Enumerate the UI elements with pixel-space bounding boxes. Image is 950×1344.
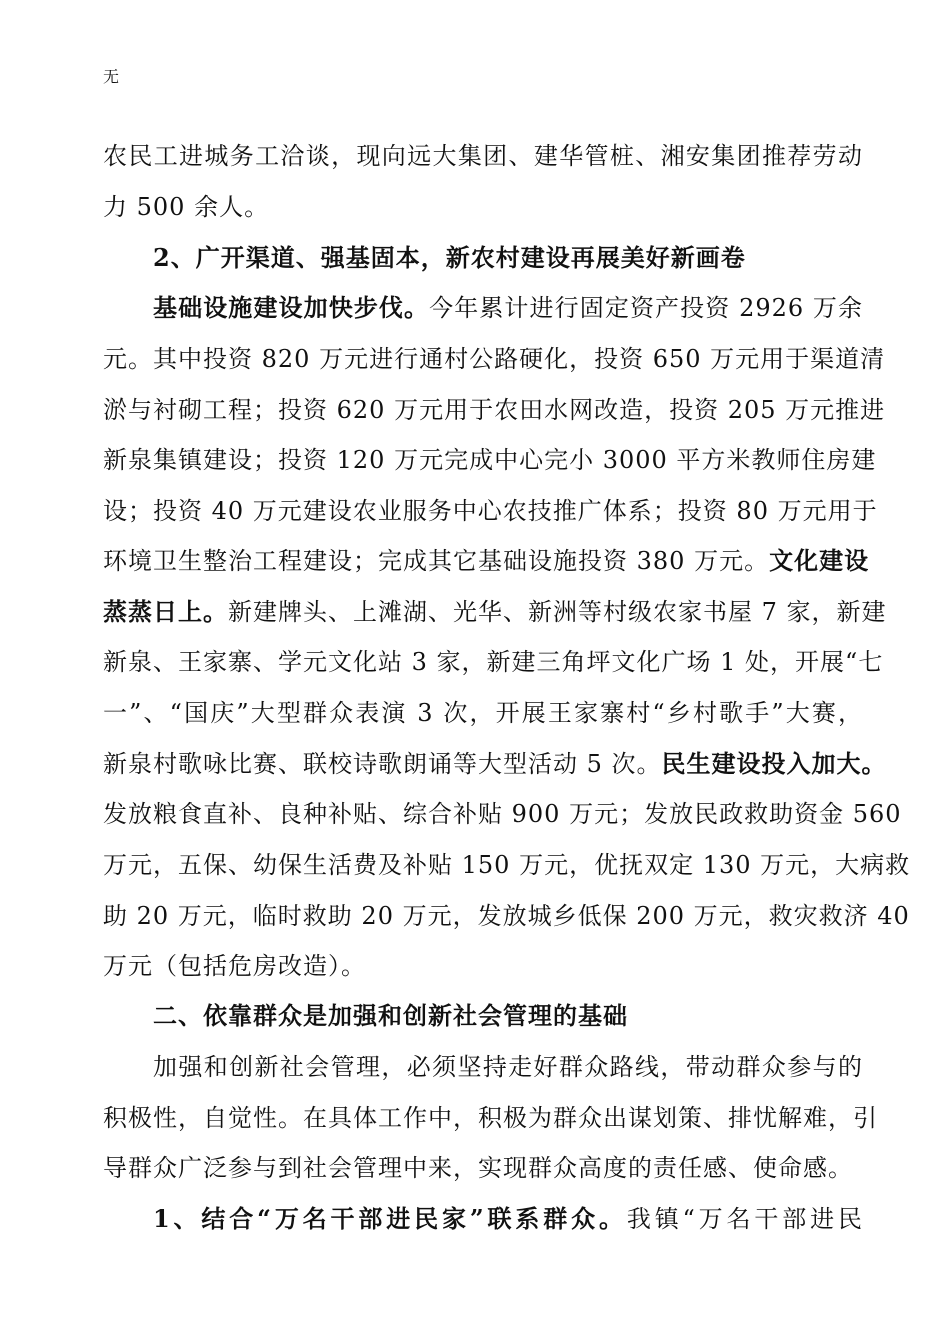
line-text: 加强和创新社会管理，必须坚持走好群众路线，带动群众参与的 [153,1053,863,1081]
paragraph-line [103,541,870,581]
line-text: 导群众广泛参与到社会管理中来，实现群众高度的责任感、使命感。 [103,1154,853,1182]
paragraph-line [103,744,887,784]
line-text: 新泉村歌咏比赛、联校诗歌朗诵等大型活动 5 次。 [103,750,662,778]
paragraph-line [153,1047,863,1087]
line-text: 今年累计进行固定资产投资 2926 万余 [429,294,863,322]
paragraph-line [103,1098,878,1138]
line-text: 设；投资 40 万元建设农业服务中心农技推广体系；投资 80 万元用于 [103,497,878,525]
line-text: 淤与衬砌工程；投资 620 万元用于农田水网改造，投资 205 万元推进 [103,396,886,424]
paragraph-line [153,1199,863,1239]
paragraph-line [103,946,863,986]
line-text: 积极性，自觉性。在具体工作中，积极为群众出谋划策、排忧解难，引 [103,1104,878,1132]
paragraph-line [103,1148,863,1188]
paragraph-line [103,187,863,227]
bold-lead: 民生建设投入加大。 [661,749,887,778]
line-text: 农民工进城务工洽谈，现向远大集团、建华管桩、湘安集团推荐劳动 [103,142,863,170]
line-text: 万元，五保、幼保生活费及补贴 150 万元，优抚双定 130 万元，大病救 [103,851,911,879]
line-text: 新建牌头、上滩湖、光华、新洲等村级农家书屋 7 家，新建 [228,598,887,626]
line-text: 我镇“万名干部进民 [626,1205,863,1233]
line-text: 一”、“国庆”大型群众表演 3 次，开展王家寨村“乡村歌手”大赛， [103,699,863,727]
paragraph-line [103,440,877,480]
section-heading [153,238,863,278]
paragraph-line [103,642,884,682]
bold-lead: 蒸蒸日上。 [103,597,228,626]
line-text: 元。其中投资 820 万元进行通村公路硬化，投资 650 万元用于渠道清 [103,345,886,373]
paragraph-line [103,390,886,430]
line-text: 新泉集镇建设；投资 120 万元完成中心完小 3000 平方米教师住房建 [103,446,877,474]
line-text: 发放粮食直补、良种补贴、综合补贴 900 万元；发放民政救助资金 560 [103,800,902,828]
heading-text: 二、依靠群众是加强和创新社会管理的基础 [153,1001,628,1030]
paragraph-line [103,693,863,733]
page-header: 无 [103,67,120,86]
line-text: 助 20 万元，临时救助 20 万元，发放城乡低保 200 万元，救灾救济 40 [103,902,910,930]
line-text: 力 500 余人。 [103,193,270,221]
bold-lead: 基础设施建设加快步伐。 [153,293,430,322]
bold-lead: 文化建设 [769,546,870,575]
section-heading [153,996,863,1036]
paragraph-line [103,896,910,936]
paragraph-line [153,288,863,328]
paragraph-line [103,339,886,379]
line-text: 新泉、王家寨、学元文化站 3 家，新建三角坪文化广场 1 处，开展“七 [103,648,884,676]
paragraph-line [103,592,887,632]
bold-lead: 1、结合“万名干部进民家”联系群众。 [153,1204,627,1233]
paragraph-line [103,794,902,834]
paragraph-line [103,136,863,176]
heading-text: 2、广开渠道、强基固本，新农村建设再展美好新画卷 [153,243,746,272]
line-text: 万元（包括危房改造）。 [103,952,366,980]
line-text: 环境卫生整治工程建设；完成其它基础设施投资 380 万元。 [103,547,770,575]
paragraph-line [103,845,911,885]
paragraph-line [103,491,878,531]
